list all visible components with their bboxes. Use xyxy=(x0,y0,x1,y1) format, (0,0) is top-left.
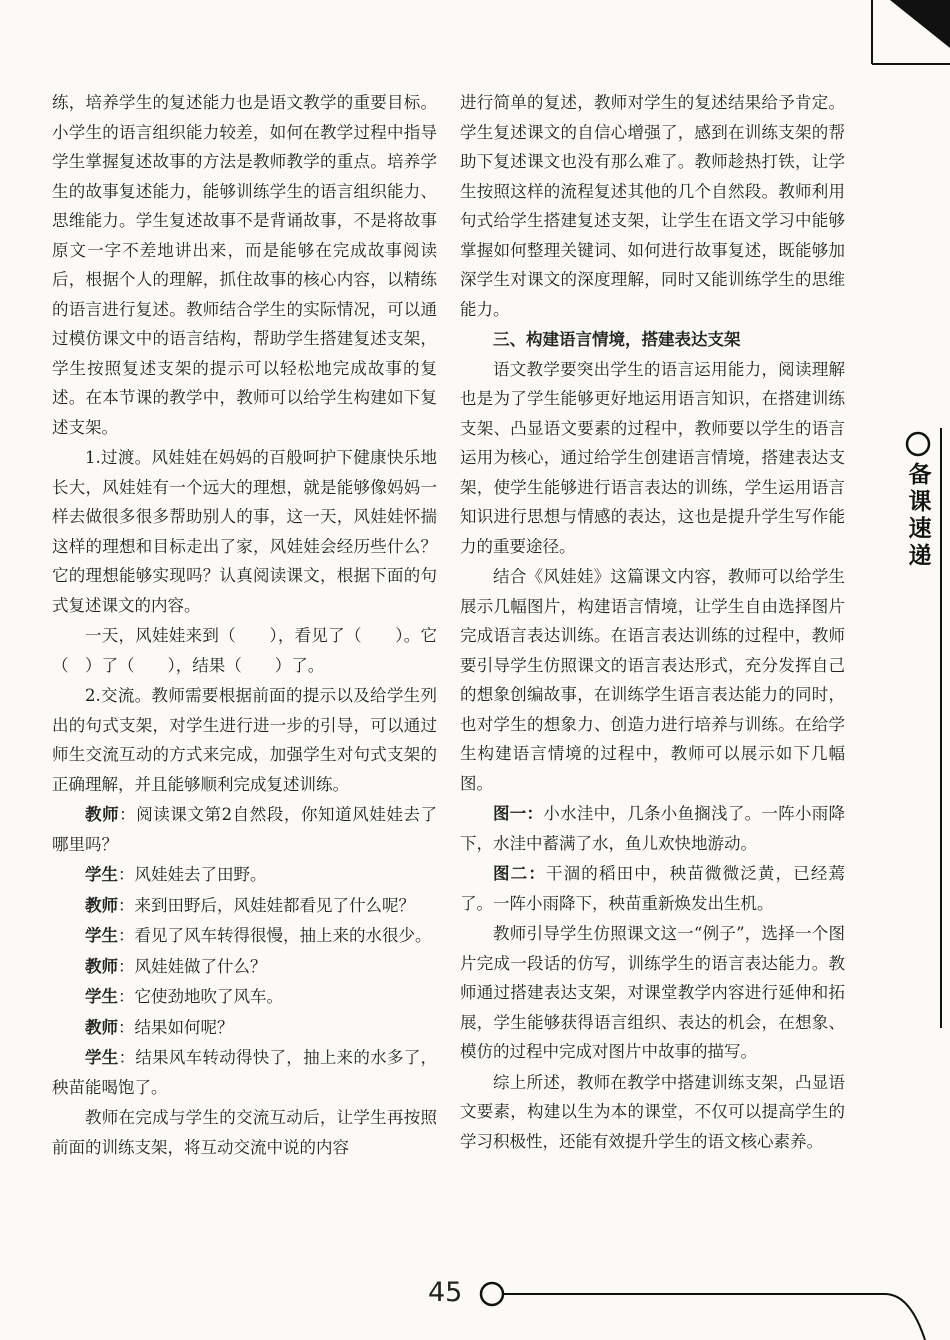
dialogue-speaker: 教师 xyxy=(85,956,118,976)
dialogue-line xyxy=(52,1043,437,1102)
right-paragraph-2: 语文教学要突出学生的语言运用能力，阅读理解也是为了学生能够更好地运用语言知识，在搭建训练支架、凸显语文要素的过程中，教师要以学生的语言运用为核心，通过给学生创建语言情境，搭建表达支架，使学生能够进行语言表达的训练，学生运用语言知识进行思想与情感的表达，这也是提升学生写作能力的重要途径。 xyxy=(460,359,845,556)
dialogue-speaker: 学生 xyxy=(85,926,118,945)
dialogue-speaker: 教师 xyxy=(85,805,120,824)
figure-1-description xyxy=(460,799,845,858)
section-tab-char: 速 xyxy=(908,516,932,542)
dialogue-speaker: 教师 xyxy=(85,1017,118,1037)
dialogue-speaker: 学生 xyxy=(85,1048,119,1067)
section-tab-label xyxy=(905,462,935,570)
figure-2-label: 图二： xyxy=(493,864,546,883)
dialogue-text: ：结果如何呢？ xyxy=(118,1017,234,1037)
dialogue-line xyxy=(52,952,437,982)
right-column xyxy=(460,88,845,1157)
footer-decoration xyxy=(420,1270,950,1340)
dialogue-text: ：结果风车转动得快了，抽上来的水多了，秧苗能喝饱了。 xyxy=(52,1048,438,1097)
right-paragraph-4: 教师引导学生仿照课文这一“例子”，选择一个图片完成一段话的仿写，训练学生的语言表达能力。教师通过搭建表达支架，对课堂教学内容进行延伸和拓展，学生能够获得语言组织、表达的机会，在想象、模仿的过程中完成对图片中故事的描写。 xyxy=(460,924,845,1061)
dialogue-line xyxy=(52,800,437,859)
dialogue-line xyxy=(52,860,437,890)
section-tab-char: 递 xyxy=(908,543,932,569)
section-tab-char: 备 xyxy=(908,462,932,488)
dialogue-speaker: 学生 xyxy=(85,987,118,1006)
sentence-frame: 一天，风娃娃来到（ ），看见了（ ）。它（ ）了（ ），结果（ ）了。 xyxy=(52,626,437,675)
dialogue-line xyxy=(52,891,437,921)
left-paragraph-1: 练，培养学生的复述能力也是语文教学的重要目标。小学生的语言组织能力较差，如何在教学过程中指导学生掌握复述故事的方法是教师教学的重点。培养学生的故事复述能力，能够训练学生的语言组织能力、思维能力。学生复述故事不是背诵故事，不是将故事原文一字不差地讲出来，而是能够在完成故事阅读后，根据个人的理解，抓住故事的核心内容，以精练的语言进行复述。教师结合学生的实际情况，可以通过模仿课文中的语言结构，帮助学生搭建复述支架，学生按照复述支架的提示可以轻松地完成故事的复述。在本节课的教学中，教师可以给学生构建如下复述支架。 xyxy=(52,93,437,437)
left-paragraph-2: 1.过渡。风娃娃在妈妈的百般呵护下健康快乐地长大，风娃娃有一个远大的理想，就是能够像妈妈一样去做很多很多帮助别人的事，这一天，风娃娃怀揣这样的理想和目标走出了家，风娃娃会经历些什么？它的理想能够实现吗？认真阅读课文，根据下面的句式复述课文的内容。 xyxy=(52,448,437,615)
right-paragraph-1: 进行简单的复述，教师对学生的复述结果给予肯定。学生复述课文的自信心增强了，感到在训练支架的帮助下复述课文也没有那么难了。教师趁热打铁，让学生按照这样的流程复述其他的几个自然段。教师利用句式给学生搭建复述支架，让学生在语文学习中能够掌握如何整理关键词、如何进行故事复述，既能够加深学生对课文的深度理解，同时又能训练学生的思维能力。 xyxy=(460,93,845,319)
section-tab-char: 课 xyxy=(908,489,932,515)
figure-1-text: 小水洼中，几条小鱼搁浅了。一阵小雨降下，水洼中蓄满了水，鱼儿欢快地游动。 xyxy=(460,804,846,853)
dialogue-line xyxy=(52,982,437,1012)
dialogue-line xyxy=(52,921,437,951)
dialogue-text: ：风娃娃做了什么？ xyxy=(118,956,267,976)
figure-1-label: 图一： xyxy=(493,804,544,823)
dialogue-text: ：看见了风车转得很慢，抽上来的水很少。 xyxy=(118,926,432,945)
page-number: 45 xyxy=(428,1277,463,1308)
left-paragraph-5: 教师在完成与学生的交流互动后，让学生再按照前面的训练支架，将互动交流中说的内容 xyxy=(52,1108,437,1157)
right-paragraph-5: 综上所述，教师在教学中搭建训练支架，凸显语文要素，构建以生为本的课堂，不仅可以提高学生的学习积极性，还能有效提升学生的语文核心素养。 xyxy=(460,1072,845,1151)
dialogue-speaker: 教师 xyxy=(85,895,118,915)
dialogue-text: ：风娃娃去了田野。 xyxy=(118,865,267,884)
dialogue-line xyxy=(52,1013,437,1043)
left-column xyxy=(52,88,437,1163)
dialogue-text: ：阅读课文第2自然段，你知道风娃娃去了哪里吗？ xyxy=(52,805,438,854)
dialogue-speaker: 学生 xyxy=(85,865,118,884)
dialogue-text: ：它使劲地吹了风车。 xyxy=(118,987,283,1006)
figure-2-text: 干涸的稻田中，秧苗微微泛黄，已经蔫了。一阵小雨降下，秧苗重新焕发出生机。 xyxy=(460,864,846,913)
section-heading: 三、构建语言情境，搭建表达支架 xyxy=(493,330,741,349)
corner-triangle-decoration xyxy=(850,0,950,70)
figure-2-description xyxy=(460,859,845,918)
right-paragraph-3: 结合《风娃娃》这篇课文内容，教师可以给学生展示几幅图片，构建语言情境，让学生自由选择图片完成语言表达训练。在语言表达训练的过程中，教师要引导学生仿照课文的语言表达形式，充分发挥自己的想象创编故事，在训练学生语言表达能力的同时，也对学生的想象力、创造力进行培养与训练。在给学生构建语言情境的过程中，教师可以展示如下几幅图。 xyxy=(460,567,845,793)
dialogue-text: ：来到田野后，风娃娃都看见了什么呢？ xyxy=(118,895,415,915)
left-paragraph-4: 2.交流。教师需要根据前面的提示以及给学生列出的句式支架，对学生进行进一步的引导，可以通过师生交流互动的方式来完成，加强学生对句式支架的正确理解，并且能够顺利完成复述训练。 xyxy=(52,686,437,794)
